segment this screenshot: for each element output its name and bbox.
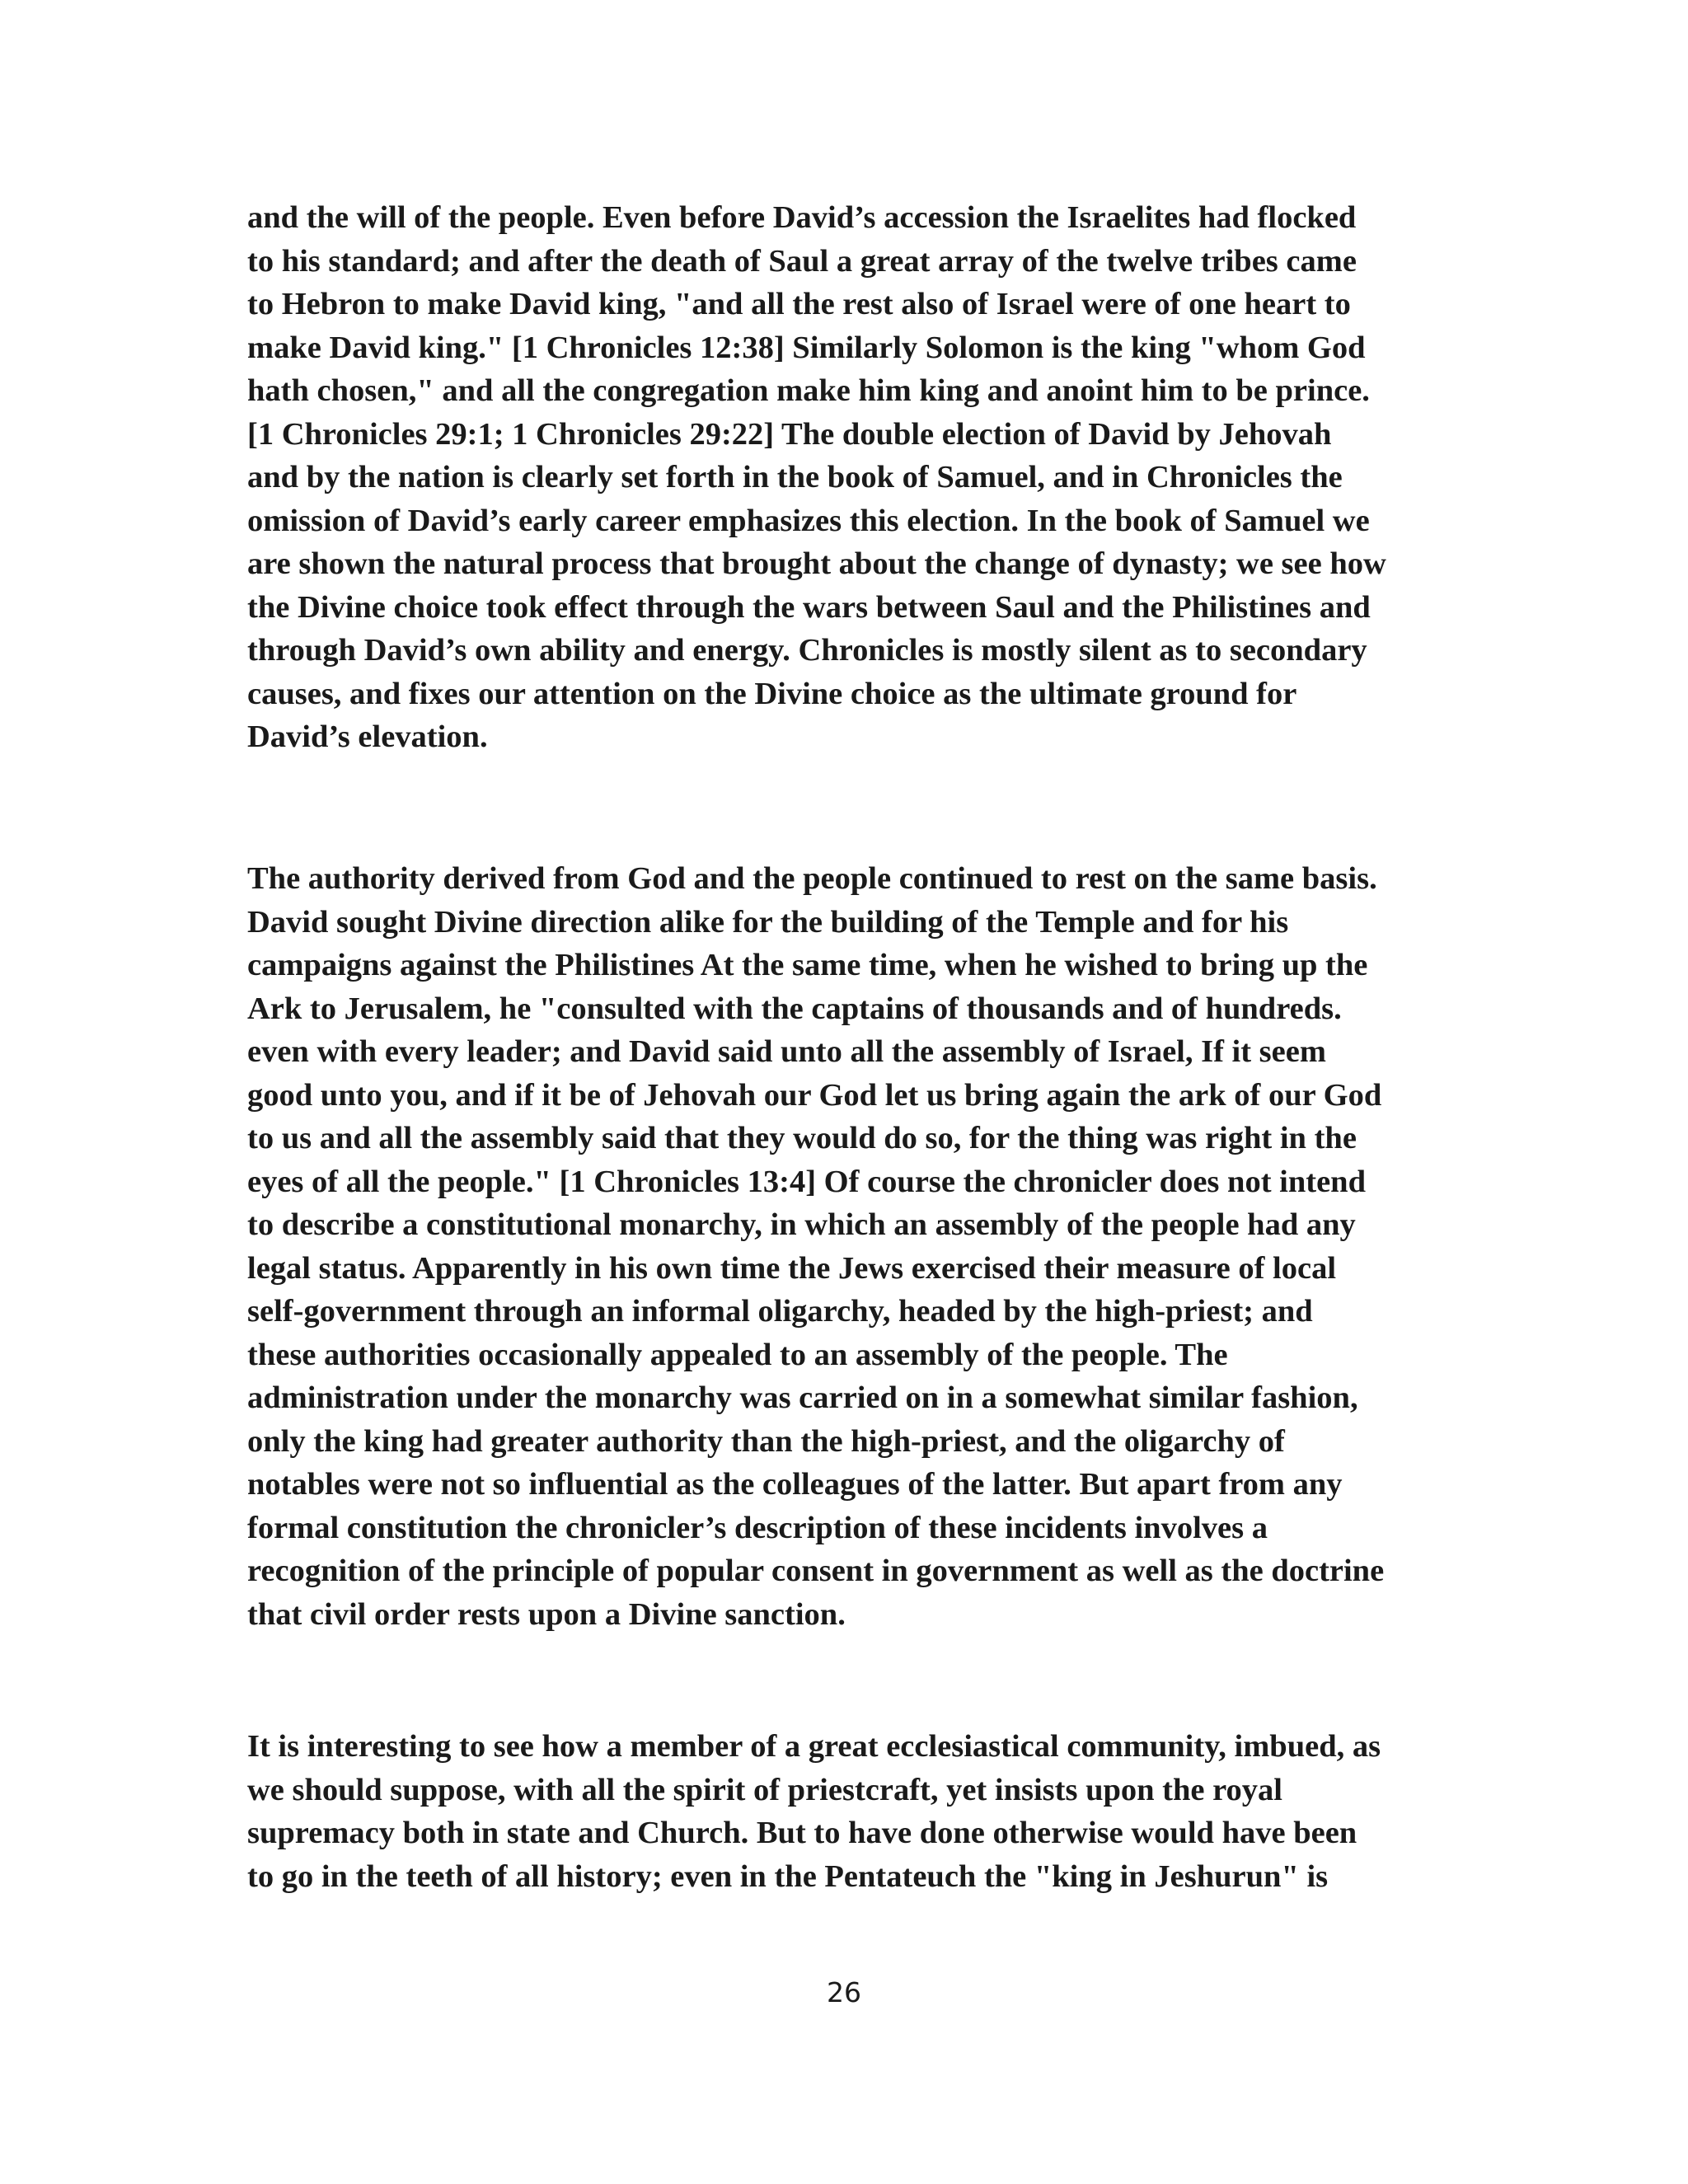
text-line: make David king." [1 Chronicles 12:38] Similarly Solomon is the king "whom God — [247, 330, 1366, 365]
text-line: that civil order rests upon a Divine sanction. — [247, 1596, 846, 1632]
text-line: Ark to Jerusalem, he "consulted with the captains of thousands and of hundreds. — [247, 991, 1342, 1026]
text-line: these authorities occasionally appealed to an assembly of the people. The — [247, 1337, 1228, 1372]
text-line: David’s elevation. — [247, 719, 488, 754]
text-line: and the will of the people. Even before David’s accession the Israelites had flocked — [247, 200, 1357, 235]
paragraph-2 — [247, 857, 1451, 1636]
text-line: to describe a constitutional monarchy, in which an assembly of the people had any — [247, 1207, 1356, 1242]
paragraph-3 — [247, 1725, 1451, 1898]
text-line: to go in the teeth of all history; even in the Pentateuch the "king in Jeshurun" is — [247, 1858, 1329, 1894]
text-line: even with every leader; and David said unto all the assembly of Israel, If it seem — [247, 1034, 1326, 1069]
text-line: legal status. Apparently in his own time the Jews exercised their measure of local — [247, 1250, 1337, 1286]
text-line: good unto you, and if it be of Jehovah our God let us bring again the ark of our God — [247, 1077, 1382, 1113]
text-line: and by the nation is clearly set forth in the book of Samuel, and in Chronicles the — [247, 460, 1343, 494]
text-line: administration under the monarchy was carried on in a somewhat similar fashion, — [247, 1380, 1358, 1415]
text-line: only the king had greater authority than the high-priest, and the oligarchy of — [247, 1423, 1285, 1459]
text-line: self-government through an informal oligarchy, headed by the high-priest; and — [247, 1294, 1313, 1329]
text-line: to his standard; and after the death of Saul a great array of the twelve tribes came — [247, 243, 1357, 279]
text-line: supremacy both in state and Church. But to have done otherwise would have been — [247, 1816, 1357, 1850]
text-line: the Divine choice took effect through the wars between Saul and the Philistines and — [247, 589, 1371, 625]
page-number: 26 — [827, 1976, 861, 2008]
text-line: to Hebron to make David king, "and all the rest also of Israel were of one heart to — [247, 287, 1351, 321]
text-line: notables were not so influential as the colleagues of the latter. But apart from any — [247, 1467, 1343, 1502]
text-line: The authority derived from God and the people continued to rest on the same basis. — [247, 861, 1377, 896]
text-line: omission of David’s early career emphasizes this election. In the book of Samuel we — [247, 503, 1370, 538]
text-line: to us and all the assembly said that they would do so, for the thing was right in the — [247, 1121, 1357, 1155]
text-line: It is interesting to see how a member of a great ecclesiastical community, imbued, as — [247, 1729, 1381, 1764]
text-line: are shown the natural process that brought about the change of dynasty; we see how — [247, 546, 1386, 581]
text-line: formal constitution the chronicler’s description of these incidents involves a — [247, 1510, 1268, 1545]
text-line: [1 Chronicles 29:1; 1 Chronicles 29:22] The double election of David by Jehovah — [247, 416, 1332, 452]
text-line: eyes of all the people." [1 Chronicles 13:4] Of course the chronicler does not intend — [247, 1164, 1366, 1199]
text-line: David sought Divine direction alike for the building of the Temple and for his — [247, 904, 1289, 940]
paragraph-1 — [247, 196, 1451, 759]
text-line: we should suppose, with all the spirit of priestcraft, yet insists upon the royal — [247, 1772, 1282, 1807]
text-line: hath chosen," and all the congregation make him king and anoint him to be prince. — [247, 373, 1370, 408]
text-line: causes, and fixes our attention on the Divine choice as the ultimate ground for — [247, 676, 1297, 711]
text-line: through David’s own ability and energy. Chronicles is mostly silent as to secondary — [247, 633, 1367, 668]
text-line: campaigns against the Philistines At the same time, when he wished to bring up the — [247, 948, 1368, 982]
text-line: recognition of the principle of popular consent in government as well as the doctrine — [247, 1554, 1385, 1588]
